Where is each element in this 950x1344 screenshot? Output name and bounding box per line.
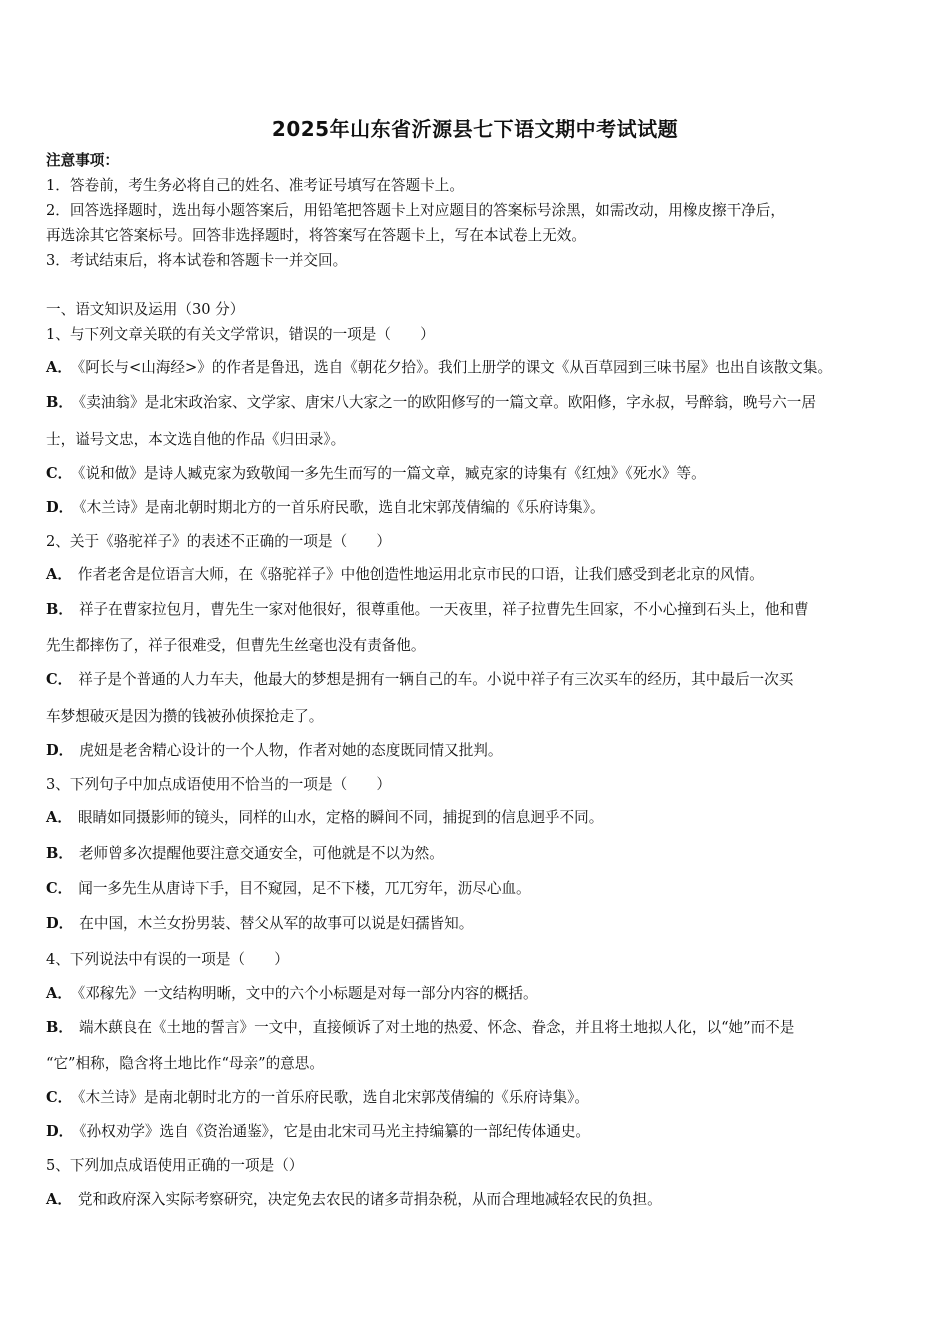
option-row <box>46 879 911 899</box>
option-continuation: 士，谥号文忠，本文选自他的作品《归田录》。 <box>46 431 346 448</box>
option-text: 眼睛如同摄影师的镜头，同样的山水，定格的瞬间不同，捕捉到的信息迥乎不同。 <box>77 809 604 826</box>
option-text: 祥子在曹家拉包月，曹先生一家对他很好，很尊重他。一天夜里，祥子拉曹先生回家，不小心撞到石头上，他和曹 <box>78 601 809 618</box>
option-row <box>46 565 911 585</box>
option-letter: A． <box>46 566 72 583</box>
option-row <box>46 984 911 1004</box>
option-letter: A． <box>46 359 72 376</box>
option-letter: B． <box>46 601 73 618</box>
option-letter: B． <box>46 1019 73 1036</box>
option-letter: B． <box>46 845 73 862</box>
option-text: 老师曾多次提醒他要注意交通安全，可他就是不以为然。 <box>78 845 444 862</box>
option-continuation: 先生都摔伤了，祥子很难受，但曹先生丝毫也没有责备他。 <box>46 637 426 654</box>
option-row <box>46 464 911 484</box>
question-stem: 5、下列加点成语使用正确的一项是（） <box>46 1157 304 1174</box>
notice-item: 2．回答选择题时，选出每小题答案后，用铅笔把答题卡上对应题目的答案标号涂黑，如需改动，用橡皮擦干净后， <box>46 202 785 219</box>
option-text: 《木兰诗》是南北朝时北方的一首乐府民歌，选自北宋郭茂倩编的《乐府诗集》。 <box>78 1089 589 1106</box>
option-row <box>46 1122 911 1142</box>
option-text: 作者老舍是位语言大师，在《骆驼祥子》中他创造性地运用北京市民的口语，让我们感受到老北京的风情。 <box>77 566 764 583</box>
option-text: 祥子是个普通的人力车夫，他最大的梦想是拥有一辆自己的车。小说中祥子有三次买车的经历，其中最后一次买 <box>78 671 794 688</box>
section-heading: 一、语文知识及运用（30 分） <box>46 301 245 318</box>
option-row <box>46 393 911 413</box>
option-row <box>46 600 911 620</box>
option-letter: D． <box>46 1123 74 1140</box>
question-stem: 4、下列说法中有误的一项是（ ） <box>46 951 289 968</box>
option-text: 党和政府深入实际考察研究，决定免去农民的诸多苛捐杂税，从而合理地减轻农民的负担。 <box>77 1191 662 1208</box>
option-text: 虎妞是老舍精心设计的一个人物，作者对她的态度既同情又批判。 <box>79 742 503 759</box>
option-row <box>46 1018 911 1038</box>
option-text: 在中国，木兰女扮男装、替父从军的故事可以说是妇孺皆知。 <box>79 915 474 932</box>
option-letter: A． <box>46 985 72 1002</box>
option-letter: A． <box>46 1191 72 1208</box>
option-text: 《木兰诗》是南北朝时期北方的一首乐府民歌，选自北宋郭茂倩编的《乐府诗集》。 <box>79 499 605 516</box>
option-letter: C． <box>46 1089 73 1106</box>
option-letter: D． <box>46 915 74 932</box>
option-row <box>46 741 911 761</box>
option-text: 闻一多先生从唐诗下手，目不窥园，足不下楼，兀兀穷年，沥尽心血。 <box>78 880 531 897</box>
notice-item: 再选涂其它答案标号。回答非选择题时，将答案写在答题卡上，写在本试卷上无效。 <box>46 227 586 244</box>
option-row <box>46 1088 911 1108</box>
option-row <box>46 670 911 690</box>
option-row <box>46 844 911 864</box>
question-stem: 3、下列句子中加点成语使用不恰当的一项是（ ） <box>46 776 391 793</box>
option-letter: A． <box>46 809 72 826</box>
option-row <box>46 1190 911 1210</box>
notice-item: 1．答卷前，考生务必将自己的姓名、准考证号填写在答题卡上。 <box>46 177 464 194</box>
option-letter: D． <box>46 742 74 759</box>
notice-item: 3．考试结束后，将本试卷和答题卡一并交回。 <box>46 252 348 269</box>
option-letter: C． <box>46 465 73 482</box>
option-letter: C． <box>46 880 73 897</box>
option-continuation: 车梦想破灭是因为攒的钱被孙侦探抢走了。 <box>46 708 324 725</box>
option-text: 《阿长与<山海经>》的作者是鲁迅，选自《朝花夕拾》。我们上册学的课文《从百草园到三味书屋》也出自该散文集。 <box>77 359 833 376</box>
option-letter: D． <box>46 499 74 516</box>
option-continuation: “它”相称，隐含将土地比作“母亲”的意思。 <box>46 1055 324 1072</box>
option-text: 《说和做》是诗人臧克家为致敬闻一多先生而写的一篇文章，臧克家的诗集有《红烛》《死水》等。 <box>78 465 706 482</box>
option-text: 《邓稼先》一文结构明晰，文中的六个小标题是对每一部分内容的概括。 <box>77 985 538 1002</box>
notice-heading: 注意事项： <box>46 152 119 169</box>
option-row <box>46 498 911 518</box>
option-letter: B． <box>46 394 73 411</box>
option-text: 《孙权劝学》选自《资治通鉴》，它是由北宋司马光主持编纂的一部纪传体通史。 <box>79 1123 591 1140</box>
page-title: 2025年山东省沂源县七下语文期中考试试题 <box>271 117 679 141</box>
option-text: 端木蕻良在《土地的誓言》一文中，直接倾诉了对土地的热爱、怀念、眷念，并且将土地拟人化，以“她”而不是 <box>78 1019 795 1036</box>
option-row <box>46 914 911 934</box>
option-text: 《卖油翁》是北宋政治家、文学家、唐宋八大家之一的欧阳修写的一篇文章。欧阳修，字永叔，号醉翁，晚号六一居 <box>78 394 816 411</box>
question-stem: 2、关于《骆驼祥子》的表述不正确的一项是（ ） <box>46 533 391 550</box>
option-row <box>46 808 911 828</box>
option-row <box>46 358 911 378</box>
question-stem: 1、与下列文章关联的有关文学常识，错误的一项是（ ） <box>46 326 435 343</box>
option-letter: C． <box>46 671 73 688</box>
